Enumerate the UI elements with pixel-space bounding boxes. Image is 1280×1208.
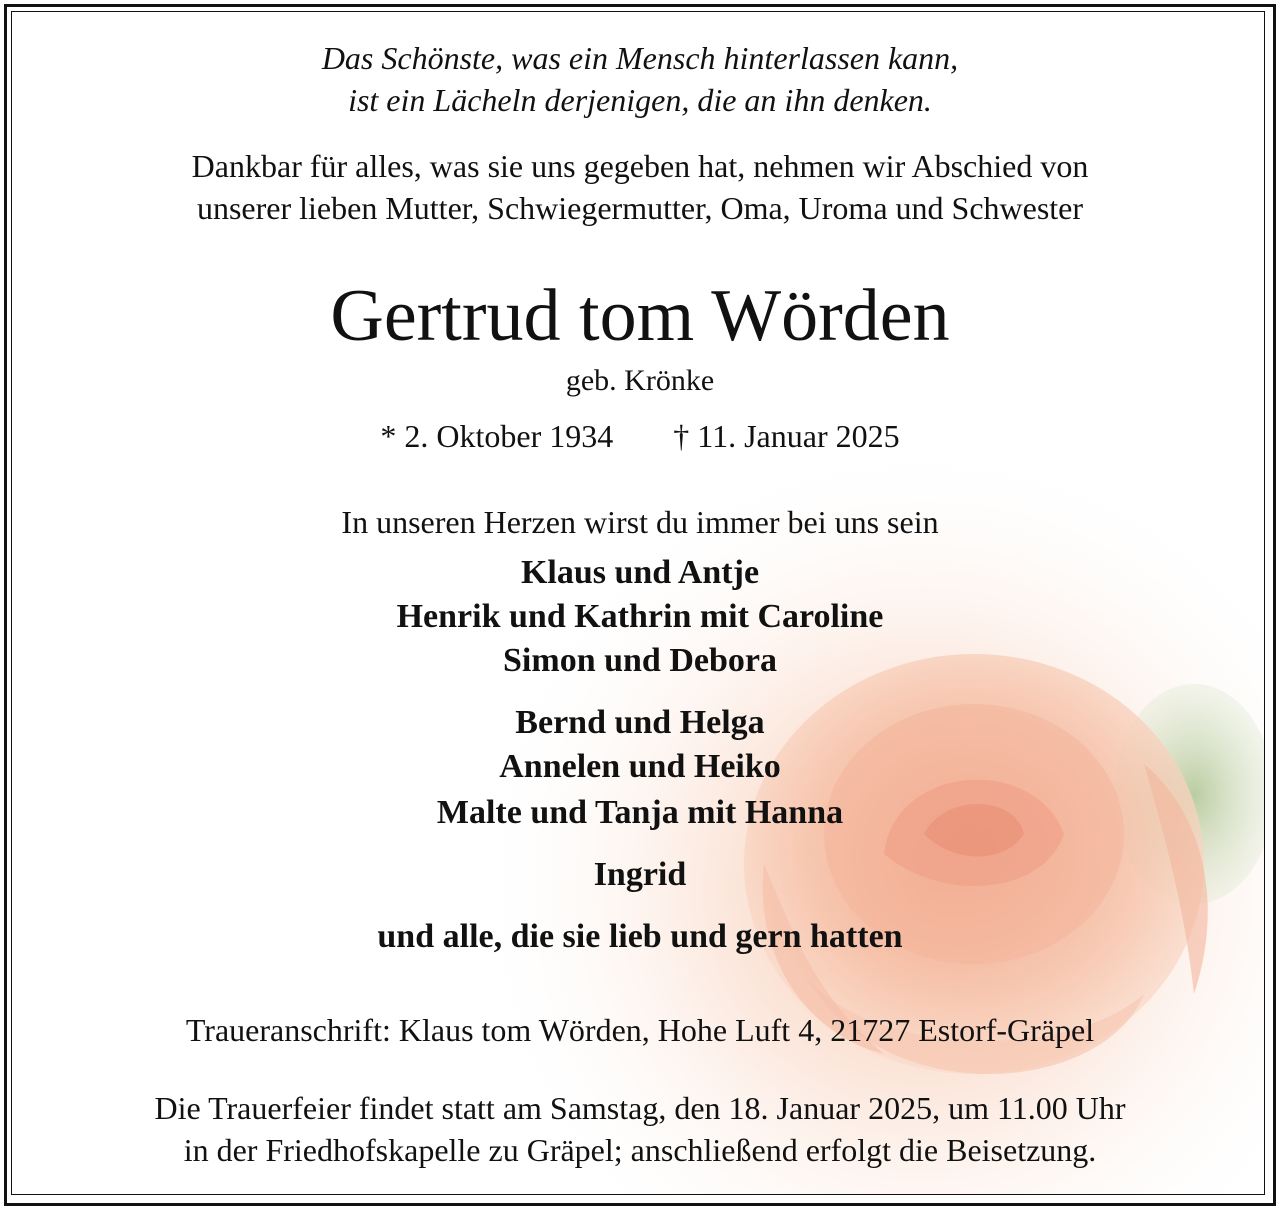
deceased-name: Gertrud tom Wörden — [330, 275, 950, 357]
mourner-line: Ingrid — [593, 856, 687, 893]
quote-line-2: ist ein Lächeln derjenigen, die an ihn denken. — [348, 82, 932, 118]
mourner-line: Malte und Tanja mit Hanna — [436, 794, 844, 831]
quote-line-1: Das Schönste, was ein Mensch hinterlassen kann, — [321, 40, 959, 76]
mourner-line: Bernd und Helga — [515, 704, 765, 741]
maiden-name: geb. Krönke — [565, 364, 715, 397]
mourner-line: Henrik und Kathrin mit Caroline — [396, 598, 884, 635]
mourners-closing: und alle, die sie lieb und gern hatten — [377, 918, 903, 955]
birth-date: * 2. Oktober 1934 — [380, 418, 614, 454]
intro-line-1: Dankbar für alles, was sie uns gegeben hat, nehmen wir Abschied von — [191, 148, 1089, 184]
mourner-line: Klaus und Antje — [520, 554, 760, 591]
mourners-intro: In unseren Herzen wirst du immer bei uns sein — [341, 504, 939, 540]
intro-line-2: unserer lieben Mutter, Schwiegermutter, Oma, Uroma und Schwester — [196, 190, 1084, 226]
life-dates — [0, 418, 1280, 455]
mourner-line: Annelen und Heiko — [499, 748, 781, 785]
death-date: † 11. Januar 2025 — [673, 418, 900, 454]
ceremony-line-2: in der Friedhofskapelle zu Gräpel; anschließend erfolgt die Beisetzung. — [183, 1132, 1097, 1168]
mourning-address: Traueranschrift: Klaus tom Wörden, Hohe Luft 4, 21727 Estorf-Gräpel — [185, 1012, 1095, 1048]
ceremony-line-1: Die Trauerfeier findet statt am Samstag, den 18. Januar 2025, um 11.00 Uhr — [154, 1090, 1126, 1126]
mourner-line: Simon und Debora — [503, 642, 777, 679]
